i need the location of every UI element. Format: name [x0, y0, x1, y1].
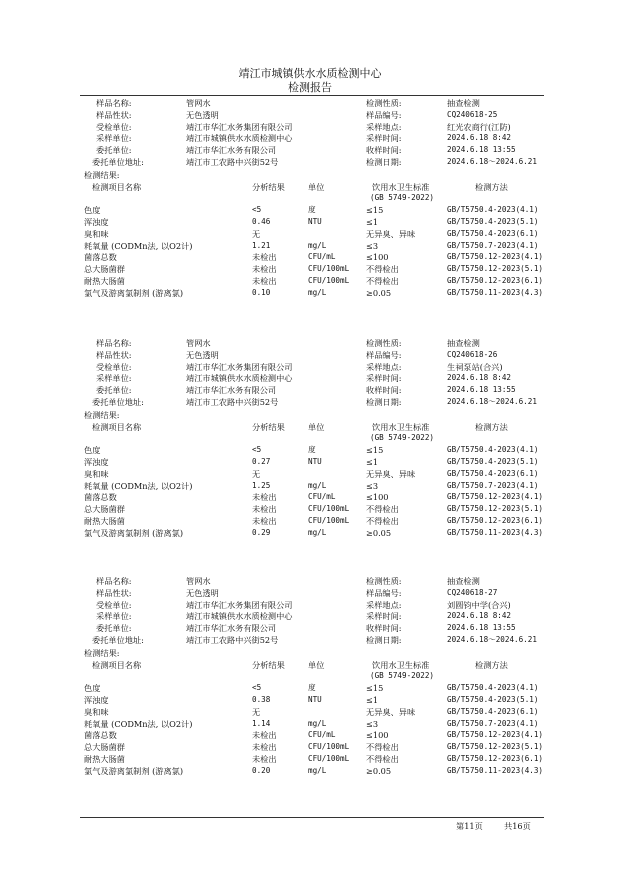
field-value-name: 管网水: [186, 576, 211, 586]
results-label: 检测结果:: [84, 169, 120, 180]
result-row: [0, 216, 620, 228]
result-row: [0, 718, 620, 730]
field-label-entrust-address: 委托单位地址:: [92, 157, 144, 167]
field-label-sampling-unit: 采样单位:: [96, 133, 132, 144]
result-row: [0, 480, 620, 492]
result-standard: ≥0.05: [366, 527, 392, 538]
result-value: 未检出: [252, 276, 277, 286]
result-unit: NTU: [308, 695, 322, 704]
result-row: [0, 251, 620, 263]
result-standard: ≤100: [366, 492, 389, 503]
results-header-row-2: [0, 432, 620, 444]
result-standard: 不得检出: [366, 516, 399, 526]
result-standard: 无异臭、异味: [366, 706, 416, 717]
result-method: GB/T5750.12-2023(5.1): [447, 504, 544, 514]
result-row: [0, 240, 620, 252]
result-value: 未检出: [252, 730, 277, 741]
results-label: 检测结果:: [84, 409, 120, 420]
sample-info-row: [0, 587, 620, 599]
result-row: [0, 228, 620, 240]
result-method: GB/T5750.4-2023(5.1): [447, 217, 539, 226]
sample-info-row: [0, 109, 620, 121]
field-value-entrust: 靖江市华汇水务有限公司: [186, 623, 277, 634]
result-method: GB/T5750.12-2023(6.1): [447, 276, 544, 285]
result-method: GB/T5750.12-2023(4.1): [447, 492, 544, 502]
results-label: 检测结果:: [84, 647, 120, 658]
report-subtitle: 检测报告: [288, 81, 332, 94]
page-number: 第11页: [456, 821, 483, 831]
result-method: GB/T5750.7-2023(4.1): [447, 718, 539, 728]
result-unit: CFU/mL: [308, 252, 336, 262]
field-value-site: 刘圆钧中学(合兴): [447, 599, 511, 610]
field-label-sampling-unit: 采样单位:: [96, 373, 132, 384]
field-value-test-nature: 抽查检测: [447, 338, 480, 348]
result-item-name: 色度: [84, 445, 101, 456]
field-label-sampling-time: 采样时间:: [366, 133, 402, 144]
result-method: GB/T5750.12-2023(5.1): [447, 742, 544, 752]
result-item-name: 臭和味: [84, 706, 109, 717]
result-value: <5: [252, 445, 262, 455]
result-row: [0, 204, 620, 216]
sample-info-row: [0, 337, 620, 349]
sample-info-row: [0, 384, 620, 396]
results-heading: [0, 647, 620, 659]
result-item-name: 浑浊度: [84, 217, 109, 227]
field-label-client-unit: 受检单位:: [96, 599, 132, 610]
field-label-client-unit: 受检单位:: [96, 361, 132, 372]
report-org-title: 靖江市城镇供水水质检测中心: [238, 67, 382, 80]
field-label-sample-name: 样品名称:: [96, 98, 132, 108]
result-method: GB/T5750.4-2023(6.1): [447, 706, 539, 716]
sample-info-row: [0, 156, 620, 168]
field-label-receive-time: 收样时间:: [366, 623, 402, 634]
field-value-receive-time: 2024.6.18 13:55: [447, 385, 516, 395]
result-row: [0, 527, 620, 539]
result-method: GB/T5750.12-2023(5.1): [447, 264, 544, 274]
field-value-sample-no: CQ240618-26: [447, 349, 498, 359]
result-item-name: 氯气及游离氯制剂 (游离氯): [84, 527, 184, 538]
result-item-name: 总大肠菌群: [84, 264, 125, 275]
result-item-name: 总大肠菌群: [84, 742, 125, 753]
result-method: GB/T5750.4-2023(6.1): [447, 468, 539, 478]
result-unit: mg/L: [308, 287, 327, 297]
result-item-name: 菌落总数: [84, 492, 117, 503]
result-standard: ≤15: [366, 205, 384, 216]
field-label-sampling-time: 采样时间:: [366, 611, 402, 622]
field-value-sample-no: CQ240618-25: [447, 109, 498, 119]
col-header-method: 检测方法: [475, 421, 508, 432]
col-header-item: 检测项目名称: [92, 421, 142, 432]
result-value: 1.21: [252, 240, 271, 250]
result-item-name: 耗氧量 (CODMn法, 以O2计): [84, 240, 193, 251]
result-unit: CFU/mL: [308, 492, 336, 502]
sample-info-row: [0, 634, 620, 646]
field-value-sampler: 靖江市城镇供水水质检测中心: [186, 133, 293, 144]
col-header-method: 检测方法: [475, 659, 508, 670]
result-standard: ≤100: [366, 730, 389, 741]
sample-info-row: [0, 575, 620, 587]
col-header-unit: 单位: [308, 181, 325, 192]
result-unit: CFU/100mL: [308, 276, 350, 285]
field-label-entrust-address: 委托单位地址:: [92, 635, 144, 645]
result-unit: CFU/100mL: [308, 264, 350, 274]
result-item-name: 浑浊度: [84, 695, 109, 705]
result-row: [0, 468, 620, 480]
result-value: 1.14: [252, 718, 271, 728]
field-label-receive-time: 收样时间:: [366, 145, 402, 156]
field-value-sampling-time: 2024.6.18 8:42: [447, 611, 512, 621]
sample-info-row: [0, 97, 620, 109]
result-standard: 不得检出: [366, 276, 399, 286]
field-label-sample-nature: 样品性状:: [96, 109, 132, 120]
field-value-nature: 无色透明: [186, 349, 219, 360]
result-value: 未检出: [252, 252, 277, 263]
field-value-test-date: 2024.6.18～2024.6.21: [447, 635, 537, 644]
col-header-standard: 饮用水卫生标准: [372, 659, 430, 670]
field-label-client-unit: 受检单位:: [96, 121, 132, 132]
result-value: 未检出: [252, 492, 277, 503]
result-unit: CFU/100mL: [308, 516, 350, 525]
result-value: 0.10: [252, 287, 271, 297]
result-row: [0, 765, 620, 777]
top-divider: [80, 95, 544, 96]
field-label-sample-no: 样品编号:: [366, 587, 402, 598]
sample-info-row: [0, 349, 620, 361]
result-value: 0.27: [252, 457, 271, 466]
field-label-receive-time: 收样时间:: [366, 385, 402, 396]
field-value-test-date: 2024.6.18～2024.6.21: [447, 157, 537, 166]
sample-info-row: [0, 622, 620, 634]
field-value-name: 管网水: [186, 98, 211, 108]
result-method: GB/T5750.7-2023(4.1): [447, 240, 539, 250]
result-unit: mg/L: [308, 480, 327, 490]
result-row: [0, 706, 620, 718]
field-label-entrust-unit: 委托单位:: [96, 385, 132, 396]
bottom-divider: [80, 817, 544, 818]
results-heading: [0, 409, 620, 421]
result-value: 无: [252, 706, 261, 717]
result-standard: ≤1: [366, 695, 379, 705]
result-method: GB/T5750.11-2023(4.3): [447, 765, 544, 775]
results-header-row-2: [0, 192, 620, 204]
result-unit: 度: [308, 445, 316, 455]
field-label-entrust-unit: 委托单位:: [96, 623, 132, 634]
field-value-site: 红光农商行(江防): [447, 121, 511, 132]
result-method: GB/T5750.12-2023(4.1): [447, 252, 544, 262]
result-method: GB/T5750.4-2023(4.1): [447, 205, 539, 215]
field-value-entrust: 靖江市华汇水务有限公司: [186, 145, 277, 156]
result-method: GB/T5750.4-2023(4.1): [447, 445, 539, 455]
col-header-standard-ref: (GB 5749-2022): [370, 671, 435, 681]
result-value: 无: [252, 468, 261, 479]
field-value-sampling-time: 2024.6.18 8:42: [447, 133, 512, 143]
field-value-sample-no: CQ240618-27: [447, 587, 498, 597]
result-unit: CFU/100mL: [308, 742, 350, 752]
field-value-address: 靖江市工农路中兴街52号: [186, 157, 279, 167]
field-label-sample-name: 样品名称:: [96, 576, 132, 586]
field-value-client: 靖江市华汇水务集团有限公司: [186, 121, 293, 132]
col-header-unit: 单位: [308, 421, 325, 432]
result-unit: mg/L: [308, 240, 327, 250]
result-row: [0, 263, 620, 275]
field-label-sampling-unit: 采样单位:: [96, 611, 132, 622]
field-label-sampling-time: 采样时间:: [366, 373, 402, 384]
field-value-entrust: 靖江市华汇水务有限公司: [186, 385, 277, 396]
result-item-name: 菌落总数: [84, 252, 117, 263]
result-row: [0, 491, 620, 503]
result-unit: 度: [308, 205, 316, 215]
field-label-sample-no: 样品编号:: [366, 109, 402, 120]
result-value: 未检出: [252, 264, 277, 275]
field-label-test-date: 检测日期:: [366, 157, 402, 167]
result-standard: ≤3: [366, 240, 379, 251]
sample-info-row: [0, 372, 620, 384]
field-label-sampling-site: 采样地点:: [366, 121, 402, 132]
result-unit: CFU/mL: [308, 730, 336, 740]
field-value-address: 靖江市工农路中兴街52号: [186, 635, 279, 645]
field-value-receive-time: 2024.6.18 13:55: [447, 145, 516, 155]
result-row: [0, 694, 620, 706]
result-value: 未检出: [252, 504, 277, 515]
result-row: [0, 287, 620, 299]
result-item-name: 浑浊度: [84, 457, 109, 467]
result-value: 0.20: [252, 765, 271, 775]
sample-info-row: [0, 361, 620, 373]
result-value: 0.38: [252, 695, 271, 704]
result-row: [0, 753, 620, 765]
results-header-row: [0, 181, 620, 193]
result-value: 未检出: [252, 742, 277, 753]
result-value: 0.46: [252, 217, 271, 226]
result-unit: CFU/100mL: [308, 754, 350, 763]
field-value-site: 生祠泵站(合兴): [447, 361, 503, 372]
result-item-name: 臭和味: [84, 468, 109, 479]
field-label-sampling-site: 采样地点:: [366, 599, 402, 610]
result-method: GB/T5750.4-2023(6.1): [447, 228, 539, 238]
col-header-unit: 单位: [308, 659, 325, 670]
result-value: 未检出: [252, 754, 277, 764]
result-row: [0, 729, 620, 741]
result-method: GB/T5750.12-2023(4.1): [447, 730, 544, 740]
result-standard: ≤15: [366, 445, 384, 456]
sample-info-row: [0, 610, 620, 622]
result-item-name: 色度: [84, 205, 101, 216]
field-value-sampler: 靖江市城镇供水水质检测中心: [186, 373, 293, 384]
sample-info-row: [0, 132, 620, 144]
result-item-name: 耐热大肠菌: [84, 516, 125, 526]
result-method: GB/T5750.12-2023(6.1): [447, 754, 544, 763]
field-value-test-nature: 抽查检测: [447, 98, 480, 108]
result-unit: mg/L: [308, 527, 327, 537]
col-header-result: 分析结果: [252, 181, 285, 192]
field-label-test-nature: 检测性质:: [366, 576, 402, 586]
results-header-row-2: [0, 670, 620, 682]
sample-info-row: [0, 599, 620, 611]
field-value-test-date: 2024.6.18～2024.6.21: [447, 397, 537, 406]
field-value-receive-time: 2024.6.18 13:55: [447, 623, 516, 633]
field-label-sample-name: 样品名称:: [96, 338, 132, 348]
field-value-client: 靖江市华汇水务集团有限公司: [186, 361, 293, 372]
field-value-name: 管网水: [186, 338, 211, 348]
result-item-name: 臭和味: [84, 228, 109, 239]
field-label-test-date: 检测日期:: [366, 397, 402, 407]
col-header-item: 检测项目名称: [92, 659, 142, 670]
field-value-nature: 无色透明: [186, 587, 219, 598]
result-row: [0, 741, 620, 753]
result-unit: mg/L: [308, 718, 327, 728]
field-label-test-date: 检测日期:: [366, 635, 402, 645]
result-method: GB/T5750.12-2023(6.1): [447, 516, 544, 525]
result-item-name: 耐热大肠菌: [84, 276, 125, 286]
result-method: GB/T5750.7-2023(4.1): [447, 480, 539, 490]
result-unit: NTU: [308, 217, 322, 226]
field-label-sample-no: 样品编号:: [366, 349, 402, 360]
result-standard: 无异臭、异味: [366, 468, 416, 479]
col-header-method: 检测方法: [475, 181, 508, 192]
sample-info-row: [0, 121, 620, 133]
field-value-address: 靖江市工农路中兴街52号: [186, 397, 279, 407]
result-standard: ≤15: [366, 683, 384, 694]
result-item-name: 耗氧量 (CODMn法, 以O2计): [84, 718, 193, 729]
result-method: GB/T5750.4-2023(5.1): [447, 457, 539, 466]
field-label-entrust-address: 委托单位地址:: [92, 397, 144, 407]
results-header-row: [0, 421, 620, 433]
result-standard: 不得检出: [366, 742, 399, 753]
result-item-name: 总大肠菌群: [84, 504, 125, 515]
sample-info-row: [0, 144, 620, 156]
col-header-standard: 饮用水卫生标准: [372, 181, 430, 192]
col-header-standard: 饮用水卫生标准: [372, 421, 430, 432]
result-standard: 不得检出: [366, 264, 399, 275]
result-row: [0, 456, 620, 468]
result-standard: ≤100: [366, 252, 389, 263]
results-heading: [0, 169, 620, 181]
field-value-sampling-time: 2024.6.18 8:42: [447, 373, 512, 383]
result-row: [0, 682, 620, 694]
result-value: <5: [252, 205, 262, 215]
result-item-name: 氯气及游离氯制剂 (游离氯): [84, 287, 184, 298]
result-standard: 无异臭、异味: [366, 228, 416, 239]
result-unit: NTU: [308, 457, 322, 466]
field-value-client: 靖江市华汇水务集团有限公司: [186, 599, 293, 610]
result-standard: ≤3: [366, 718, 379, 729]
field-label-sampling-site: 采样地点:: [366, 361, 402, 372]
sample-info-row: [0, 396, 620, 408]
result-unit: CFU/100mL: [308, 504, 350, 514]
result-method: GB/T5750.4-2023(5.1): [447, 695, 539, 704]
col-header-standard-ref: (GB 5749-2022): [370, 433, 435, 443]
result-standard: 不得检出: [366, 754, 399, 764]
result-row: [0, 515, 620, 527]
result-method: GB/T5750.11-2023(4.3): [447, 527, 544, 537]
result-value: 0.29: [252, 527, 271, 537]
result-standard: ≤3: [366, 480, 379, 491]
result-standard: ≥0.05: [366, 765, 392, 776]
field-label-sample-nature: 样品性状:: [96, 587, 132, 598]
result-standard: ≥0.05: [366, 287, 392, 298]
result-standard: ≤1: [366, 457, 379, 467]
result-unit: mg/L: [308, 765, 327, 775]
result-value: <5: [252, 683, 262, 693]
result-item-name: 耗氧量 (CODMn法, 以O2计): [84, 480, 193, 491]
result-method: GB/T5750.11-2023(4.3): [447, 287, 544, 297]
result-method: GB/T5750.4-2023(4.1): [447, 683, 539, 693]
field-value-test-nature: 抽查检测: [447, 576, 480, 586]
result-value: 无: [252, 228, 261, 239]
col-header-standard-ref: (GB 5749-2022): [370, 193, 435, 203]
result-item-name: 色度: [84, 683, 101, 694]
field-value-sampler: 靖江市城镇供水水质检测中心: [186, 611, 293, 622]
result-standard: 不得检出: [366, 504, 399, 515]
result-value: 1.25: [252, 480, 271, 490]
result-item-name: 耐热大肠菌: [84, 754, 125, 764]
result-row: [0, 275, 620, 287]
result-unit: 度: [308, 683, 316, 693]
field-label-test-nature: 检测性质:: [366, 338, 402, 348]
col-header-item: 检测项目名称: [92, 181, 142, 192]
field-label-sample-nature: 样品性状:: [96, 349, 132, 360]
results-header-row: [0, 659, 620, 671]
field-label-entrust-unit: 委托单位:: [96, 145, 132, 156]
result-row: [0, 444, 620, 456]
result-row: [0, 503, 620, 515]
result-item-name: 菌落总数: [84, 730, 117, 741]
result-standard: ≤1: [366, 217, 379, 227]
result-value: 未检出: [252, 516, 277, 526]
col-header-result: 分析结果: [252, 659, 285, 670]
page-total: 共16页: [504, 821, 531, 831]
field-label-test-nature: 检测性质:: [366, 98, 402, 108]
result-item-name: 氯气及游离氯制剂 (游离氯): [84, 765, 184, 776]
field-value-nature: 无色透明: [186, 109, 219, 120]
col-header-result: 分析结果: [252, 421, 285, 432]
